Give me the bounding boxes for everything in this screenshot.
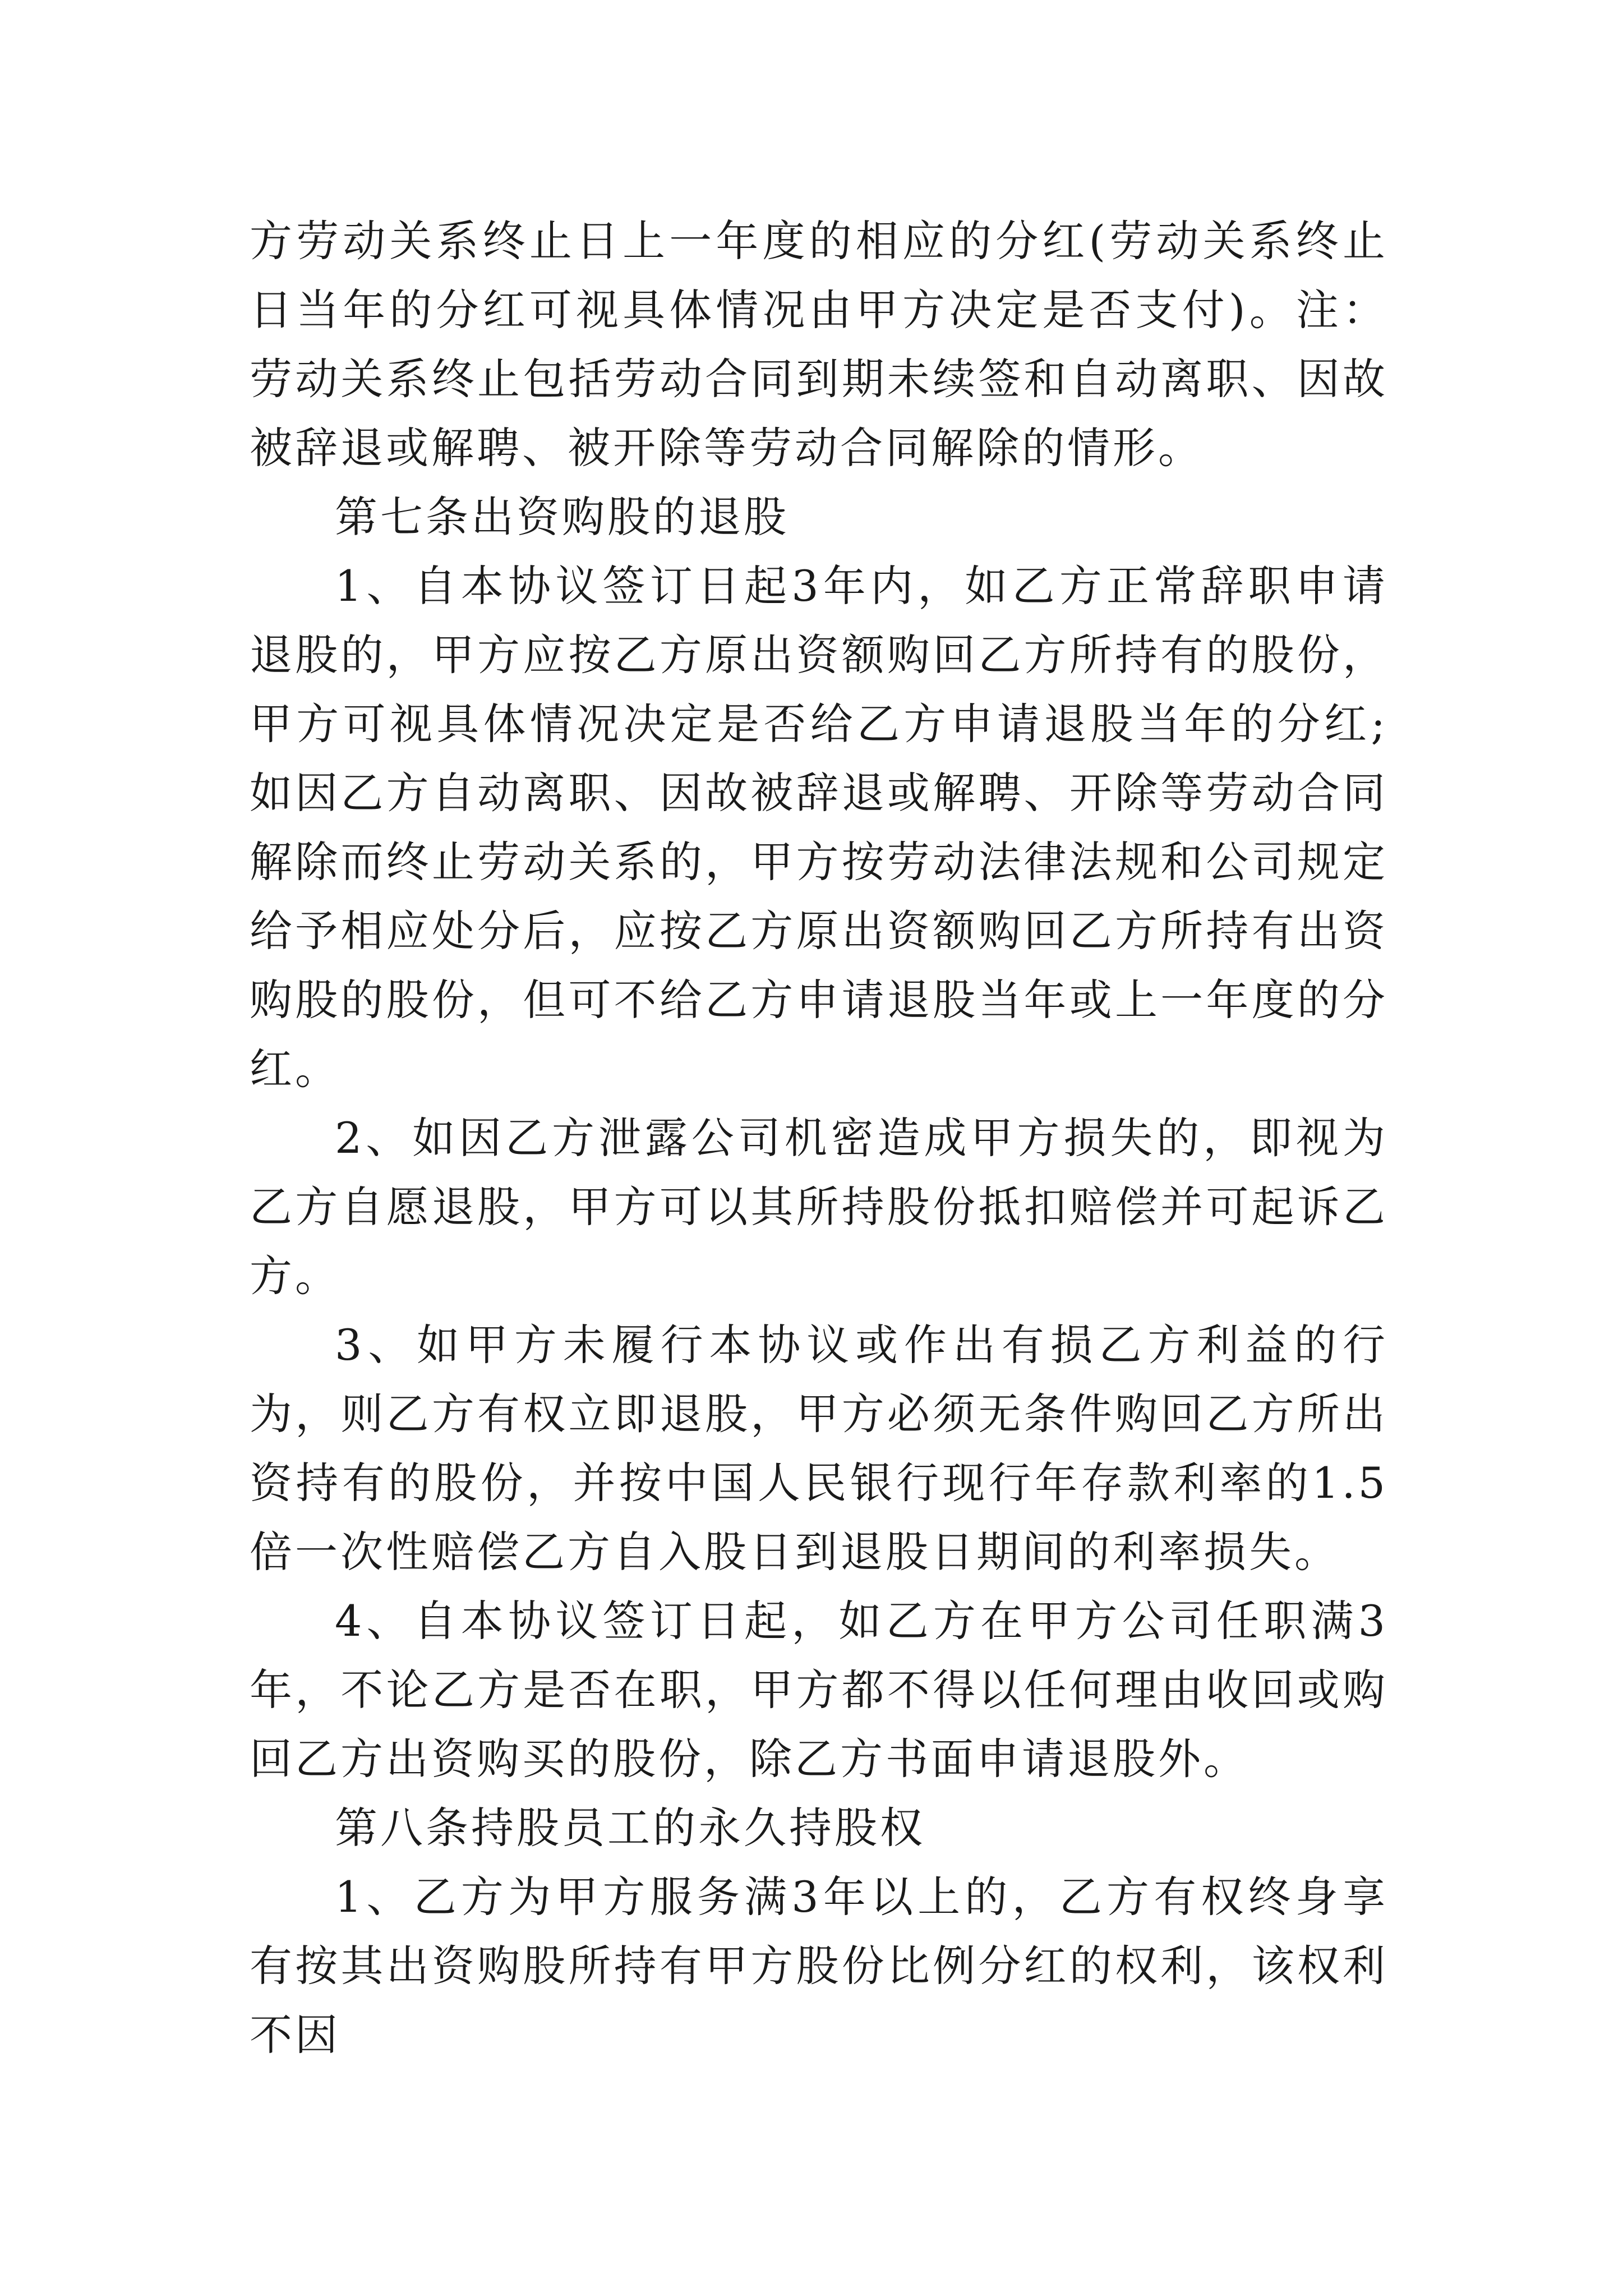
article-7-clause-2: 2、如因乙方泄露公司机密造成甲方损失的，即视为乙方自愿退股，甲方可以其所持股份抵扣赔偿并可起诉乙方。	[250, 1113, 1388, 1301]
article-8-clause-1: 1、乙方为甲方服务满3年以上的，乙方有权终身享有按其出资购股所持有甲方股份比例分红的权利，该权利不因	[250, 1872, 1388, 2060]
paragraph-continuation: 方劳动关系终止日上一年度的相应的分红(劳动关系终止日当年的分红可视具体情况由甲方决定是否支付)。注：劳动关系终止包括劳动合同到期未续签和自动离职、因故被辞退或解聘、被开除等劳动合同解除的情形。	[250, 216, 1388, 473]
article-7-clause-1: 1、自本协议签订日起3年内，如乙方正常辞职申请退股的，甲方应按乙方原出资额购回乙方所持有的股份，甲方可视具体情况决定是否给乙方申请退股当年的分红;如因乙方自动离职、因故被辞退或解聘、开除等劳动合同解除而终止劳动关系的，甲方按劳动法律法规和公司规定给予相应处分后，应按乙方原出资额购回乙方所持有出资购股的股份，但可不给乙方申请退股当年或上一年度的分红。	[250, 561, 1388, 1094]
article-7-clause-3: 3、如甲方未履行本协议或作出有损乙方利益的行为，则乙方有权立即退股，甲方必须无条件购回乙方所出资持有的股份，并按中国人民银行现行年存款利率的1.5倍一次性赔偿乙方自入股日到退股日期间的利率损失。	[250, 1320, 1388, 1577]
article-8-heading: 第八条持股员工的永久持股权	[335, 1803, 925, 1853]
article-7-heading: 第七条出资购股的退股	[335, 492, 789, 542]
article-7-clause-4: 4、自本协议签订日起，如乙方在甲方公司任职满3年，不论乙方是否在职，甲方都不得以任何理由收回或购回乙方出资购买的股份，除乙方书面申请退股外。	[250, 1596, 1388, 1784]
document-body	[250, 206, 1388, 2069]
